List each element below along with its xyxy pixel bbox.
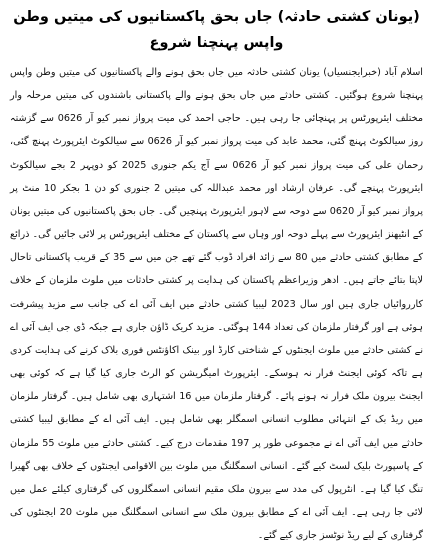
headline: (یونان کشتی حادثہ) جاں بحق پاکستانیوں کی میتیں وطن واپس پہنچنا شروع — [13, 9, 420, 51]
article-body: اسلام آباد (خبرایجنسیاں) یونان کشتی حادثہ میں جاں بحق ہونے والے پاکستانیوں کی میتیں وطن واپس پہنچنا شروع ہوگئیں۔ کشتی حادثے میں جاں بحق ہونے والے پاکستانی باشندوں کی میتیں مرحلہ وار مختلف ایئرپورٹس پر پہنچائی جا رہی ہیں۔ حاجی احمد کی میت پرواز نمبر کیو آر 0626 سے گزشتہ روز سیالکوٹ پہنچ گئی، محمد عابد کی میت پرواز نمبر کیو آر 0626 سے سیالکوٹ ایئرپورٹ پہنچ گئی، رحمان علی کی میت پرواز نمبر کیو آر 0626 سے آج یکم جنوری 2025 کو دوپہر 2 بجے سیالکوٹ ایئرپورٹ پہنچے گی۔ عرفان ارشاد اور محمد عبداللہ کی میتیں 2 جنوری کو دن 1 بجکر 10 منٹ پر پرواز نمبر کیو آر 0620 سے دوحہ سے لاہور ایئرپورٹ پہنچیں گی۔ جاں بحق پاکستانیوں کی میتیں یونان کے انٹیھنز ایئرپورٹ سے پہلے دوحہ اور وہاں سے پاکستان کے مختلف ایئرپورٹس پر لائی جائیں گی۔ ذرائع کے مطابق کشتی حادثے میں 80 سے زائد افراد ڈوب گئے تھے جن میں سے 35 کے قریب پاکستانی تاحال لاپتا بتائے جاتے ہیں۔ ادھر وزیراعظم پاکستان کی ہدایت پر کشتی حادثات میں ملوث ملزمان کے خلاف کارروائیاں جاری ہیں اور سال 2023 لیبیا کشتی حادثے میں ایف آئی اے کی جانب سے مزید پیشرفت ہوئی ہے اور گرفتار ملزمان کی تعداد 144 ہوگئی۔ مزید کریک ڈاؤن جاری ہے جبکہ ڈی جی ایف آئی اے نے کشتی حادثے میں ملوث ایجنٹوں کے شناختی کارڈ اور بینک اکاؤنٹس فوری بلاک کرنے کی ہدایت کردی ہے تاکہ کوئی ایجنٹ فرار نہ ہوسکے۔ ایئرپورٹ امیگریشن کو الرٹ جاری کیا گیا ہے کہ کوئی بھی ایجنٹ بیرون ملک فرار نہ ہونے پائے۔ گرفتار ملزمان میں 16 اشتہاری بھی شامل ہیں۔ گرفتار ملزمان میں ریڈ بک کے انتہائی مطلوب انسانی اسمگلر بھی شامل ہیں۔ ایف آئی اے کے مطابق لیبیا کشتی حادثے میں ایف آئی اے نے مجموعی طور پر 197 مقدمات درج کیے۔ کشتی حادثے میں ملوث 55 ملزمان کے پاسپورٹ بلیک لسٹ کیے گئے۔ انسانی اسمگلنگ میں ملوث بین الاقوامی ایجنٹوں کے خلاف بھی گھیرا تنگ کیا گیا ہے۔ انٹرپول کی مدد سے بیرون ملک مقیم انسانی اسمگلروں کی گرفتاری کیلئے عمل میں لائی جا رہی ہے۔ ایف آئی اے کے مطابق بیرون ملک سے انسانی اسمگلنگ میں ملوث 20 ایجنٹوں کی گرفتاری کے لیے ریڈ نوٹسز جاری کیے گئے۔ — [10, 67, 424, 542]
